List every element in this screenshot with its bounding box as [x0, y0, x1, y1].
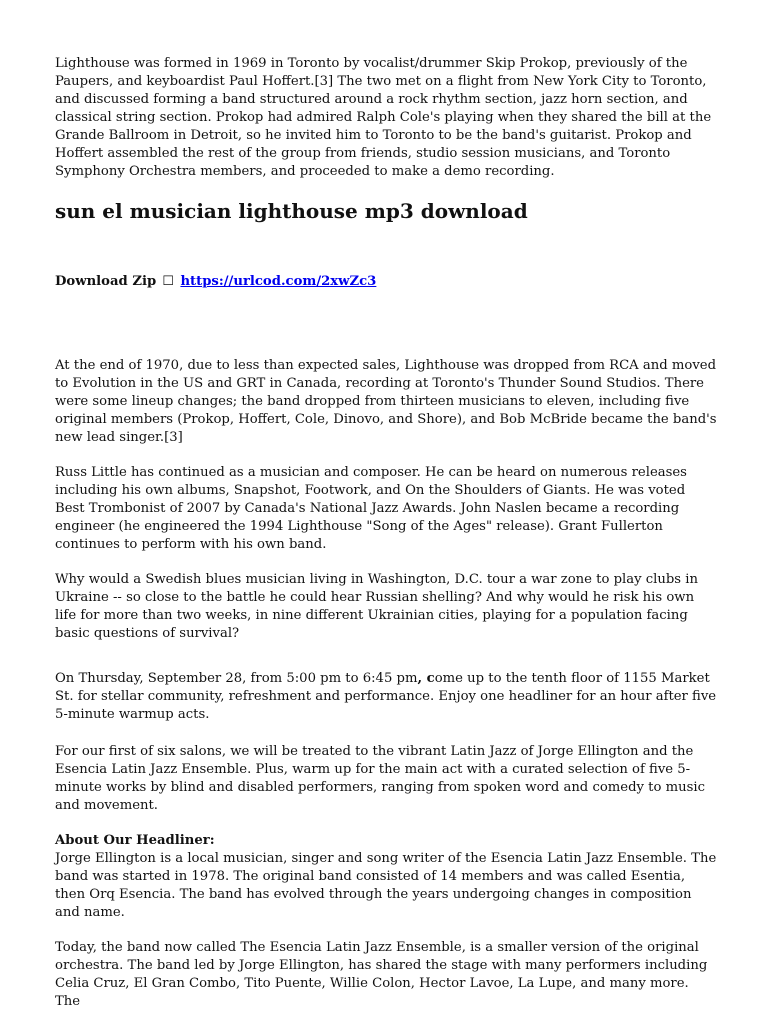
page-heading: sun el musician lighthouse mp3 download: [55, 199, 528, 223]
event-text-start: On Thursday, September 28, from 5:00 pm to 6:45 pm: [55, 671, 418, 686]
download-link[interactable]: https://urlcod.com/2xwZc3: [180, 274, 377, 289]
event-text-bold: , c: [417, 671, 435, 686]
paragraph-esencia-today: Today, the band now called The Esencia Latin Jazz Ensemble, is a smaller version of the original orchestra. The band led by Jorge Ellington, has shared the stage with many performers including Celia Cruz, El Gran Combo, Tito Puente, Willie Colon, Hector Lavoe, La Lupe, and many more. The: [55, 940, 708, 1009]
download-line: [55, 273, 717, 291]
document-page: [55, 55, 717, 1011]
event-text-end: ome up to the tenth floor of 1155 Market St. for stellar community, refreshment and performance. Enjoy one headliner for an hour after five 5-minute warmup acts.: [55, 671, 717, 722]
paragraph-swedish-blues: Why would a Swedish blues musician living in Washington, D.C. tour a war zone to play clubs in Ukraine -- so close to the battle he could hear Russian shelling? And why would he risk his own life for more than two weeks, in nine different Ukrainian cities, playing for a population facing basic questions of survival?: [55, 572, 698, 641]
headliner-title: About Our Headliner:: [55, 833, 215, 848]
download-box-icon: ☐: [162, 274, 175, 289]
paragraph-thursday-event: [55, 670, 717, 724]
paragraph-jorge-ellington: Jorge Ellington is a local musician, singer and song writer of the Esencia Latin Jazz Ensemble. The band was started in 1978. The original band consisted of 14 members and was called Esentia, then Orq Esencia. The band has evolved through the years undergoing changes in composition and name.: [55, 851, 717, 920]
download-label: Download Zip: [55, 274, 157, 289]
paragraph-first-salon: For our first of six salons, we will be treated to the vibrant Latin Jazz of Jorge Ellington and the Esencia Latin Jazz Ensemble. Plus, warm up for the main act with a curated selection of five 5-minute works by blind and disabled performers, ranging from spoken word and comedy to music and movement.: [55, 744, 705, 813]
intro-paragraph: Lighthouse was formed in 1969 in Toronto by vocalist/drummer Skip Prokop, previously of the Paupers, and keyboardist Paul Hoffert.[3] The two met on a flight from New York City to Toronto, and discussed forming a band structured around a rock rhythm section, jazz horn section, and classical string section. Prokop had admired Ralph Cole's playing when they shared the bill at the Grande Ballroom in Detroit, so he invited him to Toronto to be the band's guitarist. Prokop and Hoffert assembled the rest of the group from friends, studio session musicians, and Toronto Symphony Orchestra members, and proceeded to make a demo recording.: [55, 56, 712, 179]
paragraph-dropped-from-rca: At the end of 1970, due to less than expected sales, Lighthouse was dropped from RCA and moved to Evolution in the US and GRT in Canada, recording at Toronto's Thunder Sound Studios. There were some lineup changes; the band dropped from thirteen musicians to eleven, including five original members (Prokop, Hoffert, Cole, Dinovo, and Shore), and Bob McBride became the band's new lead singer.[3]: [55, 358, 717, 445]
paragraph-russ-little: Russ Little has continued as a musician and composer. He can be heard on numerous releases including his own albums, Snapshot, Footwork, and On the Shoulders of Giants. He was voted Best Trombonist of 2007 by Canada's National Jazz Awards. John Naslen became a recording engineer (he engineered the 1994 Lighthouse "Song of the Ages" release). Grant Fullerton continues to perform with his own band.: [55, 465, 687, 552]
